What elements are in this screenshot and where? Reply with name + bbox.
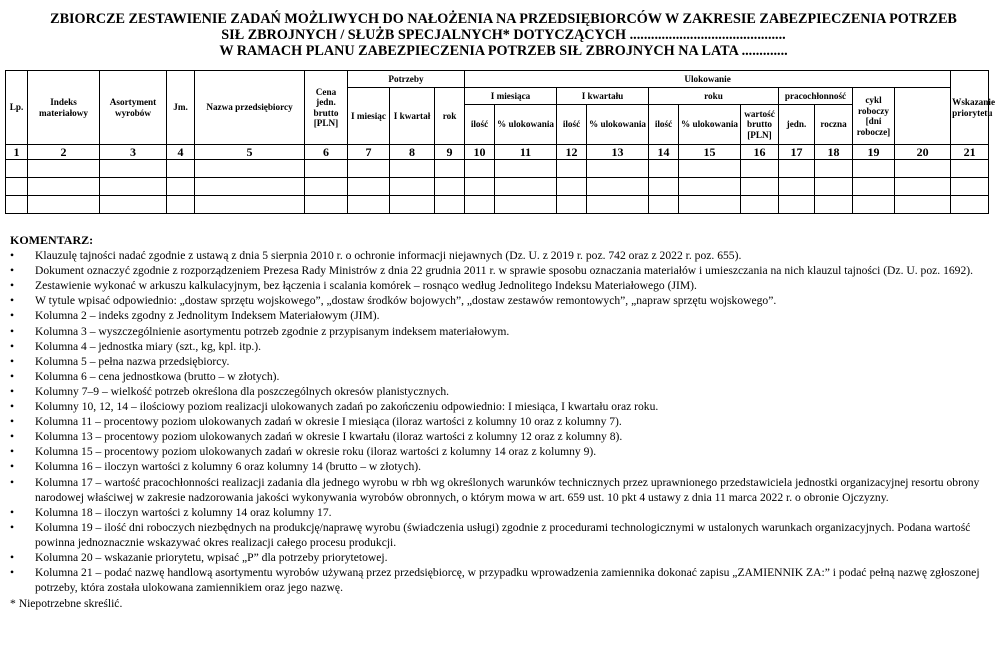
- title-line-3: W RAMACH PLANU ZABEZPIECZENIA POTRZEB SIŁ ZBROJNYCH NA LATA .............: [219, 43, 788, 59]
- table-cell: [815, 178, 853, 196]
- table-cell: [465, 160, 495, 178]
- column-number: 9: [435, 145, 465, 160]
- comment-item: [10, 248, 1000, 263]
- bullet-icon: •: [10, 566, 15, 580]
- table-cell: [557, 160, 587, 178]
- comment-item: [10, 278, 1000, 293]
- header-potrzeby-rok: rok: [435, 88, 465, 145]
- column-number: 12: [557, 145, 587, 160]
- table-cell: [895, 178, 951, 196]
- header-jedn: jedn.: [779, 105, 815, 145]
- comment-text: Kolumna 11 – procentowy poziom ulokowanych zadań w okresie I miesiąca (iloraz wartości z kolumny 10 oraz z kolumny 7).: [35, 415, 622, 429]
- table-cell: [167, 196, 195, 214]
- bullet-icon: •: [10, 339, 15, 353]
- comment-text: Kolumna 20 – wskazanie priorytetu, wpisać „P” dla potrzeby priorytetowej.: [35, 550, 388, 564]
- column-number: 17: [779, 145, 815, 160]
- column-number: 1: [6, 145, 28, 160]
- table-cell: [390, 160, 435, 178]
- table-cell: [167, 178, 195, 196]
- comment-item: [10, 550, 1000, 565]
- comment-text: Zestawienie wykonać w arkuszu kalkulacyjnym, bez łączenia i scalania komórek – rosnąco według Jednolitego Indeksu Materiałowego (JIM).: [35, 279, 697, 293]
- column-number: 7: [348, 145, 390, 160]
- footnote: * Niepotrzebne skreślić.: [10, 597, 123, 611]
- comment-text: Kolumny 10, 12, 14 – ilościowy poziom realizacji ulokowanych zadań po zakończeniu odpowiednio: I miesiąca, I kwartału oraz roku.: [35, 400, 659, 414]
- header-ulokowanie: Ulokowanie: [465, 71, 951, 88]
- table-cell: [557, 178, 587, 196]
- column-number: 13: [587, 145, 649, 160]
- table-cell: [28, 196, 100, 214]
- title-line-1: ZBIORCZE ZESTAWIENIE ZADAŃ MOŻLIWYCH DO NAŁOŻENIA NA PRZEDSIĘBIORCÓW W ZAKRESIE ZABEZPIECZENIA POTRZEB: [50, 11, 957, 27]
- header-nazwa: Nazwa przedsiębiorcy: [195, 71, 305, 145]
- bullet-icon: •: [10, 400, 15, 414]
- table-cell: [495, 196, 557, 214]
- comment-item: [10, 263, 1000, 278]
- column-number: 20: [895, 145, 951, 160]
- table-cell: [741, 160, 779, 178]
- column-number: 16: [741, 145, 779, 160]
- comment-item: [10, 339, 1000, 354]
- table-cell: [853, 196, 895, 214]
- comment-text: Kolumna 5 – pełna nazwa przedsiębiorcy.: [35, 354, 230, 368]
- table-cell: [815, 160, 853, 178]
- table-cell: [853, 178, 895, 196]
- comment-item: [10, 384, 1000, 399]
- comment-text: Klauzulę tajności nadać zgodnie z ustawą z dnia 5 sierpnia 2010 r. o ochronie informacji niejawnych (Dz. U. z 2019 r. poz. 742 oraz z 2022 r. poz. 655).: [35, 249, 742, 263]
- comment-text: Kolumna 15 – procentowy poziom ulokowanych zadań w okresie roku (iloraz wartości z kolumny 14 oraz z kolumny 9).: [35, 445, 597, 459]
- comment-item: [10, 324, 1000, 339]
- comment-item: [10, 354, 1000, 369]
- table-cell: [28, 178, 100, 196]
- table-cell: [587, 160, 649, 178]
- table-cell: [6, 178, 28, 196]
- bullet-icon: •: [10, 354, 15, 368]
- header-ilosc-roku: ilość: [649, 105, 679, 145]
- column-number: 6: [305, 145, 348, 160]
- comment-item: [10, 369, 1000, 384]
- column-number: 21: [951, 145, 989, 160]
- header-ilosc-miesiaca: ilość: [465, 105, 495, 145]
- table-cell: [495, 160, 557, 178]
- table-cell: [649, 196, 679, 214]
- table-cell: [779, 196, 815, 214]
- header-proc-miesiaca: % ulokowania: [495, 105, 557, 145]
- comment-text: Kolumna 13 – procentowy poziom ulokowanych zadań w okresie I kwartału (iloraz wartości z kolumny 12 oraz z kolumny 8).: [35, 430, 623, 444]
- header-ul-kwartalu: I kwartału: [557, 88, 649, 105]
- column-number: 14: [649, 145, 679, 160]
- bullet-icon: •: [10, 294, 15, 308]
- bullet-icon: •: [10, 415, 15, 429]
- table-cell: [100, 160, 167, 178]
- bullet-icon: •: [10, 505, 15, 519]
- bullet-icon: •: [10, 324, 15, 338]
- comment-item: [10, 459, 1000, 474]
- bullet-icon: •: [10, 475, 15, 489]
- comment-item: [10, 505, 1000, 520]
- header-indeks: Indeks materiałowy: [28, 71, 100, 145]
- table-cell: [305, 196, 348, 214]
- comment-list: [10, 248, 1000, 595]
- comment-item: [10, 414, 1000, 429]
- table-cell: [28, 160, 100, 178]
- table-cell: [495, 178, 557, 196]
- table-cell: [348, 196, 390, 214]
- bullet-icon: •: [10, 369, 15, 383]
- header-wartosc-brutto: wartość brutto [PLN]: [741, 105, 779, 145]
- table-cell: [779, 178, 815, 196]
- table-cell: [951, 160, 989, 178]
- column-number: 18: [815, 145, 853, 160]
- comment-item: [10, 429, 1000, 444]
- comment-item: [10, 475, 1000, 505]
- bullet-icon: •: [10, 309, 15, 323]
- comment-item: [10, 520, 1000, 550]
- comment-text: Dokument oznaczyć zgodnie z rozporządzeniem Prezesa Rady Ministrów z dnia 22 grudnia 2011 r. w sprawie sposobu oznaczania materiałów i umieszczania na nich klauzul tajności (Dz. U. poz. 1692).: [35, 264, 974, 278]
- bullet-icon: •: [10, 520, 15, 534]
- summary-table: [5, 70, 996, 214]
- table-row: [6, 160, 989, 178]
- column-number: 4: [167, 145, 195, 160]
- table-cell: [649, 178, 679, 196]
- table-cell: [741, 196, 779, 214]
- table-cell: [390, 178, 435, 196]
- table-cell: [587, 196, 649, 214]
- bullet-icon: •: [10, 460, 15, 474]
- table-cell: [465, 178, 495, 196]
- table-cell: [435, 160, 465, 178]
- table-row: [6, 196, 989, 214]
- header-ul-miesiaca: I miesiąca: [465, 88, 557, 105]
- comment-heading: KOMENTARZ:: [10, 233, 94, 247]
- comment-text: Kolumna 19 – ilość dni roboczych niezbędnych na produkcję/naprawę wyrobu (świadczenia usługi) zgodnie z procedurami technologicznymi w ustalonych warunkach organizacyjnych. Podana wartość powinna jednoznacznie wskazywać okres realizacji całego procesu produkcji.: [35, 520, 971, 549]
- header-asortyment: Asortyment wyrobów: [100, 71, 167, 145]
- table-cell: [348, 178, 390, 196]
- table-cell: [100, 196, 167, 214]
- table-cell: [195, 196, 305, 214]
- table-cell: [853, 160, 895, 178]
- table-row: [6, 178, 989, 196]
- table-cell: [679, 178, 741, 196]
- column-number: 11: [495, 145, 557, 160]
- header-proc-kwartalu: % ulokowania: [587, 105, 649, 145]
- column-number: 15: [679, 145, 741, 160]
- column-number: 19: [853, 145, 895, 160]
- table-cell: [100, 178, 167, 196]
- column-number: 3: [100, 145, 167, 160]
- header-potrzeby-miesiac: I miesiąc: [348, 88, 390, 145]
- column-number: 5: [195, 145, 305, 160]
- table-cell: [6, 196, 28, 214]
- header-cykl: cykl roboczy [dni robocze]: [853, 88, 895, 145]
- header-wskazanie: Wskazanie priorytetu: [951, 71, 989, 145]
- column-number: 10: [465, 145, 495, 160]
- comment-item: [10, 293, 1000, 308]
- header-ilosc-kwartalu: ilość: [557, 105, 587, 145]
- comment-text: W tytule wpisać odpowiednio: „dostaw sprzętu wojskowego”, „dostaw środków bojowych”, „dostaw zestawów remontowych”, „napraw sprzętu wojskowego”.: [35, 294, 777, 308]
- table-cell: [779, 160, 815, 178]
- table-cell: [679, 160, 741, 178]
- column-number: 8: [390, 145, 435, 160]
- comment-text: Kolumny 7–9 – wielkość potrzeb określona dla poszczególnych okresów planistycznych.: [35, 384, 450, 398]
- comment-text: Kolumna 16 – iloczyn wartości z kolumny 6 oraz kolumny 14 (brutto – w złotych).: [35, 460, 422, 474]
- table-cell: [951, 196, 989, 214]
- header-potrzeby: Potrzeby: [348, 71, 465, 88]
- bullet-icon: •: [10, 445, 15, 459]
- comment-text: Kolumna 3 – wyszczególnienie asortymentu potrzeb zgodnie z przypisanym indeksem materiałowym.: [35, 324, 510, 338]
- bullet-icon: •: [10, 279, 15, 293]
- column-number-row: [6, 145, 989, 160]
- table-cell: [465, 196, 495, 214]
- table-cell: [435, 196, 465, 214]
- table-cell: [557, 196, 587, 214]
- table-cell: [435, 178, 465, 196]
- table-cell: [6, 160, 28, 178]
- table-cell: [895, 160, 951, 178]
- header-jm: Jm.: [167, 71, 195, 145]
- header-pracochlonnosc: pracochłonność: [779, 88, 853, 105]
- table-cell: [895, 196, 951, 214]
- bullet-icon: •: [10, 264, 15, 278]
- table-cell: [587, 178, 649, 196]
- empty-rows: [6, 160, 989, 214]
- comment-text: Kolumna 17 – wartość pracochłonności realizacji zadania dla jednego wyrobu w rbh wg określonych warunków technicznych przez uprawnionego przedstawiciela jednostki organizacyjnej resortu obrony narodowej właściwej w zakresie nadzorowania jakości wykonywania wyrobów obronnych, o którym mowa w art. 659 ust. 10 pkt 4 ustawy z dnia 11 marca 2022 r. o obronie Ojczyzny.: [35, 475, 980, 504]
- table-cell: [390, 196, 435, 214]
- document-title: [0, 0, 1007, 59]
- bullet-icon: •: [10, 249, 15, 263]
- bullet-icon: •: [10, 430, 15, 444]
- comment-section: [10, 233, 1000, 611]
- table-cell: [741, 178, 779, 196]
- comment-text: Kolumna 2 – indeks zgodny z Jednolitym Indeksem Materiałowym (JIM).: [35, 309, 380, 323]
- table-cell: [305, 160, 348, 178]
- comment-text: Kolumna 18 – iloczyn wartości z kolumny 14 oraz kolumny 17.: [35, 505, 332, 519]
- comment-item: [10, 565, 1000, 595]
- table-cell: [348, 160, 390, 178]
- table-cell: [649, 160, 679, 178]
- comment-item: [10, 308, 1000, 323]
- header-ul-roku: roku: [649, 88, 779, 105]
- header-cena: Cena jedn. brutto [PLN]: [305, 71, 348, 145]
- table-cell: [195, 178, 305, 196]
- comment-text: Kolumna 6 – cena jednostkowa (brutto – w złotych).: [35, 369, 280, 383]
- table-cell: [679, 196, 741, 214]
- table-cell: [815, 196, 853, 214]
- header-lp: Lp.: [6, 71, 28, 145]
- header-roczna: roczna: [815, 105, 853, 145]
- title-line-2: SIŁ ZBROJNYCH / SŁUŻB SPECJALNYCH* DOTYCZĄCYCH ............................................: [221, 27, 786, 43]
- bullet-icon: •: [10, 550, 15, 564]
- comment-item: [10, 399, 1000, 414]
- bullet-icon: •: [10, 384, 15, 398]
- table-cell: [167, 160, 195, 178]
- comment-text: Kolumna 21 – podać nazwę handlową asortymentu wyrobów używaną przez przedsiębiorcę, w przypadku wprowadzenia zamiennika dokonać zapisu „ZAMIENNIK ZA:” i podać pełną nazwę zgłoszonej potrzeby, która została ulokowana zamiennikiem oraz jego nazwę.: [35, 566, 980, 595]
- comment-text: Kolumna 4 – jednostka miary (szt., kg, kpl. itp.).: [35, 339, 262, 353]
- column-number: 2: [28, 145, 100, 160]
- table-cell: [305, 178, 348, 196]
- comment-item: [10, 444, 1000, 459]
- header-proc-roku: % ulokowania: [679, 105, 741, 145]
- table-cell: [951, 178, 989, 196]
- table-cell: [195, 160, 305, 178]
- header-potrzeby-kwartal: I kwartał: [390, 88, 435, 145]
